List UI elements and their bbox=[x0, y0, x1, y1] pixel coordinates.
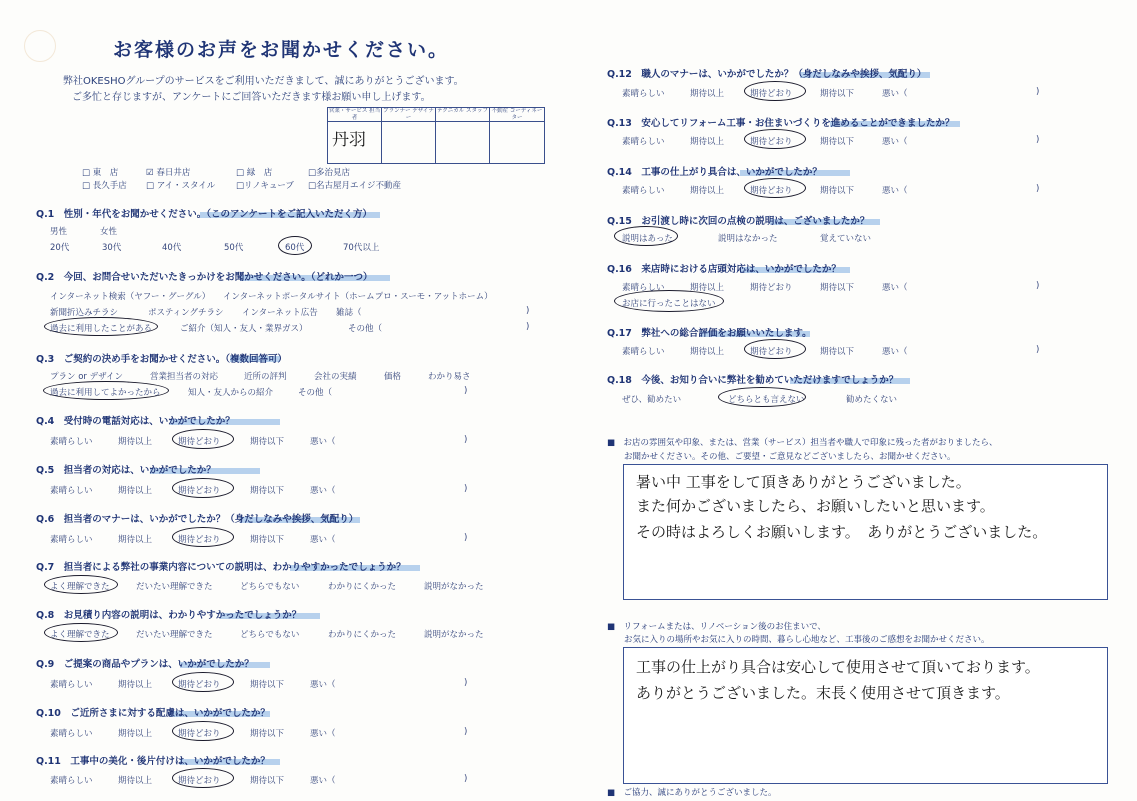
store-nagoya-realestate[interactable]: □名古屋月エイジ不動産 bbox=[308, 181, 402, 191]
q9-below[interactable]: 期待以下 bbox=[250, 680, 285, 690]
comment1-line-2: また何かございましたら、お願いしたいと思います。 bbox=[636, 497, 995, 515]
q15-question: Q.15 お引渡し時に次回の点検の説明は、ございましたか？ bbox=[607, 216, 870, 227]
q3-reputation[interactable]: 近所の評判 bbox=[244, 372, 287, 382]
q8-unclear[interactable]: わかりにくかった bbox=[328, 630, 397, 640]
q16-expected[interactable]: 期待どおり bbox=[750, 283, 793, 293]
q17-bad-close: ) bbox=[1036, 345, 1040, 355]
q5-below[interactable]: 期待以下 bbox=[250, 486, 285, 496]
q9-bad[interactable]: 悪い（ bbox=[310, 680, 336, 690]
store-tajimi[interactable]: □多治見店 bbox=[308, 168, 351, 178]
comment1-line-1: 暑い中 工事をして頂きありがとうございました。 bbox=[636, 473, 971, 491]
q9-expected[interactable]: 期待どおり bbox=[178, 680, 221, 690]
q17-above[interactable]: 期待以上 bbox=[690, 347, 725, 357]
q1-female[interactable]: 女性 bbox=[100, 227, 118, 237]
comment1-textbox[interactable] bbox=[623, 464, 1108, 600]
q13-expected[interactable]: 期待どおり bbox=[750, 137, 793, 147]
q2-newspaper[interactable]: 新聞折込みチラシ bbox=[50, 308, 119, 318]
q4-bad-close: ) bbox=[464, 435, 468, 445]
q7-none[interactable]: 説明がなかった bbox=[424, 582, 484, 592]
q17-answer-circle bbox=[744, 339, 806, 359]
q14-question: Q.14 工事の仕上がり具合は、いかがでしたか？ bbox=[607, 167, 822, 178]
q2-question: Q.2 今回、お問合せいただいたきっかけをお聞かせください。（どれか一つ） bbox=[36, 272, 373, 283]
q18-not-recommend[interactable]: 勧めたくない bbox=[846, 395, 898, 405]
q6-bad-close: ) bbox=[464, 533, 468, 543]
q17-below[interactable]: 期待以下 bbox=[820, 347, 855, 357]
q10-bad-close: ) bbox=[464, 727, 468, 737]
q5-expected[interactable]: 期待どおり bbox=[178, 486, 221, 496]
q10-excellent[interactable]: 素晴らしい bbox=[50, 729, 93, 739]
q3-friend-referral[interactable]: 知人・友人からの紹介 bbox=[188, 388, 274, 398]
q2-answer-circle bbox=[44, 317, 158, 336]
q11-bad-close: ) bbox=[464, 774, 468, 784]
q11-below[interactable]: 期待以下 bbox=[250, 776, 285, 786]
q14-above[interactable]: 期待以上 bbox=[690, 186, 725, 196]
q18-neutral[interactable]: どちらとも言えない bbox=[728, 395, 805, 405]
q12-bad[interactable]: 悪い（ bbox=[882, 89, 908, 99]
q2-posting[interactable]: ポスティングチラシ bbox=[148, 308, 224, 318]
q1-answer-circle bbox=[278, 236, 312, 255]
q10-answer-circle bbox=[172, 721, 234, 741]
q18-recommend[interactable]: ぜひ、勧めたい bbox=[622, 395, 682, 405]
q5-above[interactable]: 期待以上 bbox=[118, 486, 153, 496]
q5-question: Q.5 担当者の対応は、いかがでしたか？ bbox=[36, 465, 216, 476]
q2-magazine-close: ) bbox=[526, 306, 530, 316]
q10-question: Q.10 ご近所さまに対する配慮は、いかがでしたか？ bbox=[36, 708, 270, 719]
q16-answer-circle bbox=[614, 290, 724, 312]
q4-above[interactable]: 期待以上 bbox=[118, 437, 153, 447]
q3-answer-circle bbox=[43, 381, 169, 400]
q8-question: Q.8 お見積り内容の説明は、わかりやすかったでしょうか？ bbox=[36, 610, 302, 621]
q4-bad[interactable]: 悪い（ bbox=[310, 437, 336, 447]
q2-referral[interactable]: ご紹介（知人・友人・業界ガス） bbox=[180, 324, 308, 334]
comment1-prompt-1: ■ お店の雰囲気や印象、または、営業（サービス）担当者や職人で印象に残った者がおりましたら、 bbox=[607, 438, 998, 448]
comment2-textbox[interactable] bbox=[623, 647, 1108, 784]
q10-above[interactable]: 期待以上 bbox=[118, 729, 153, 739]
store-kasugai[interactable]: ☑ 春日井店 bbox=[146, 168, 191, 178]
q5-answer-circle bbox=[172, 478, 234, 498]
q9-answer-circle bbox=[172, 672, 234, 692]
q6-bad[interactable]: 悪い（ bbox=[310, 535, 336, 545]
q17-question: Q.17 弊社への総合評価をお願いいたします。 bbox=[607, 328, 812, 339]
q4-below[interactable]: 期待以下 bbox=[250, 437, 285, 447]
q6-below[interactable]: 期待以下 bbox=[250, 535, 285, 545]
comment2-line-1: 工事の仕上がり具合は安心して使用させて頂いております。 bbox=[636, 658, 1040, 676]
q8-none[interactable]: 説明がなかった bbox=[424, 630, 484, 640]
q8-neutral[interactable]: どちらでもない bbox=[240, 630, 300, 640]
q4-answer-circle bbox=[172, 429, 234, 449]
q4-expected[interactable]: 期待どおり bbox=[178, 437, 221, 447]
staff-name-planner[interactable] bbox=[382, 122, 436, 163]
q9-bad-close: ) bbox=[464, 678, 468, 688]
q14-excellent[interactable]: 素晴らしい bbox=[622, 186, 665, 196]
q11-bad[interactable]: 悪い（ bbox=[310, 776, 336, 786]
q6-above[interactable]: 期待以上 bbox=[118, 535, 153, 545]
q12-bad-close: ) bbox=[1036, 87, 1040, 97]
comment1-line-3: その時はよろしくお願いします。 ありがとうございました。 bbox=[636, 523, 1048, 541]
q1-50s[interactable]: 50代 bbox=[224, 243, 244, 253]
q2-other-close: ) bbox=[526, 322, 530, 332]
q13-question: Q.13 安心してリフォーム工事・お住まいづくりを進めることができましたか？ bbox=[607, 118, 955, 129]
q3-price[interactable]: 価格 bbox=[384, 372, 402, 382]
q15-answer-circle bbox=[614, 226, 678, 246]
q18-question: Q.18 今後、お知り合いに弊社を勧めていただけますでしょうか？ bbox=[607, 375, 899, 386]
q7-answer-circle bbox=[44, 575, 118, 594]
staff-header-realestate: 不動産 コーディネーター bbox=[491, 108, 543, 121]
q16-excellent[interactable]: 素晴らしい bbox=[622, 283, 665, 293]
q7-understood[interactable]: よく理解できた bbox=[50, 582, 110, 592]
store-renocube[interactable]: □リノキューブ bbox=[236, 181, 294, 191]
q17-bad[interactable]: 悪い（ bbox=[882, 347, 908, 357]
q11-above[interactable]: 期待以上 bbox=[118, 776, 153, 786]
q6-expected[interactable]: 期待どおり bbox=[178, 535, 221, 545]
store-i-style[interactable]: □ アイ・スタイル bbox=[146, 181, 216, 191]
q16-question: Q.16 来店時における店頭対応は、いかがでしたか？ bbox=[607, 264, 841, 275]
thank-you-footer: ■ ご協力、誠にありがとうございました。 bbox=[607, 788, 777, 798]
q9-excellent[interactable]: 素晴らしい bbox=[50, 680, 93, 690]
q10-below[interactable]: 期待以下 bbox=[250, 729, 285, 739]
q6-answer-circle bbox=[172, 527, 234, 547]
q3-question: Q.3 ご契約の決め手をお聞かせください。（複数回答可） bbox=[36, 354, 288, 365]
q11-answer-circle bbox=[172, 768, 234, 788]
q12-excellent[interactable]: 素晴らしい bbox=[622, 89, 665, 99]
faint-logo-mark bbox=[24, 30, 56, 62]
q3-sales-response[interactable]: 営業担当者の対応 bbox=[150, 372, 219, 382]
staff-table bbox=[327, 107, 545, 164]
q7-question: Q.7 担当者による弊社の事業内容についての説明は、わかりやすかったでしょうか？ bbox=[36, 562, 406, 573]
store-east[interactable]: □ 東 店 bbox=[82, 168, 119, 178]
q3-plan-design[interactable]: プラン or デザイン bbox=[50, 372, 124, 382]
survey-title: お客様のお声をお聞かせください。 bbox=[113, 39, 450, 61]
q12-above[interactable]: 期待以上 bbox=[690, 89, 725, 99]
comment1-prompt-2: お聞かせください。その他、ご要望・ご意見などございましたら、お聞かせください。 bbox=[624, 452, 956, 462]
q7-mostly[interactable]: だいたい理解できた bbox=[136, 582, 213, 592]
q16-above[interactable]: 期待以上 bbox=[690, 283, 725, 293]
q13-above[interactable]: 期待以上 bbox=[690, 137, 725, 147]
q13-bad[interactable]: 悪い（ bbox=[882, 137, 908, 147]
comment2-prompt-2: お気に入りの場所やお気に入りの時間、暮らし心地など、工事後のご感想をお聞かせください。 bbox=[624, 635, 990, 645]
q1-70s[interactable]: 70代以上 bbox=[343, 243, 380, 253]
intro-line-1: 弊社OKESHOグループのサービスをご利用いただきまして、誠にありがとうございます。 bbox=[63, 76, 464, 87]
q3-other-close: ) bbox=[464, 386, 468, 396]
q12-below[interactable]: 期待以下 bbox=[820, 89, 855, 99]
store-midori[interactable]: □ 緑 店 bbox=[236, 168, 273, 178]
q14-below[interactable]: 期待以下 bbox=[820, 186, 855, 196]
q7-neutral[interactable]: どちらでもない bbox=[240, 582, 300, 592]
q11-question: Q.11 工事中の美化・後片付けは、いかがでしたか？ bbox=[36, 756, 270, 767]
q11-excellent[interactable]: 素晴らしい bbox=[50, 776, 93, 786]
staff-name-sales[interactable]: 丹羽 bbox=[328, 122, 382, 163]
q2-magazine[interactable]: 雑誌（ bbox=[336, 308, 362, 318]
intro-line-2: ご多忙と存じますが、アンケートにご回答いただきます様お願い申し上げます。 bbox=[72, 92, 431, 103]
staff-name-technical[interactable] bbox=[436, 122, 490, 163]
q2-past-use[interactable]: 過去に利用したことがある bbox=[50, 324, 153, 334]
q9-above[interactable]: 期待以上 bbox=[118, 680, 153, 690]
q14-bad-close: ) bbox=[1036, 184, 1040, 194]
q8-answer-circle bbox=[44, 623, 118, 642]
q15-not-explained[interactable]: 説明はなかった bbox=[718, 234, 778, 244]
q3-past-good[interactable]: 過去に利用してよかったから bbox=[50, 388, 161, 398]
q1-30s[interactable]: 30代 bbox=[102, 243, 122, 253]
q8-understood[interactable]: よく理解できた bbox=[50, 630, 110, 640]
q1-question: Q.1 性別・年代をお聞かせください。（このアンケートをご記入いただく方） bbox=[36, 209, 372, 220]
q1-60s[interactable]: 60代 bbox=[285, 243, 305, 253]
q2-internet-options[interactable]: インターネット検索（ヤフー・グーグル） インターネットポータルサイト（ホームプロ・スーモ・アットホーム） bbox=[50, 292, 493, 302]
q16-bad-close: ) bbox=[1036, 281, 1040, 291]
staff-name-realestate[interactable] bbox=[490, 122, 544, 163]
staff-header-planner: プランナー デザイナー bbox=[382, 108, 436, 122]
q13-answer-circle bbox=[744, 129, 806, 149]
q15-dont-remember[interactable]: 覚えていない bbox=[820, 234, 872, 244]
comment2-line-2: ありがとうございました。末長く使用させて頂きます。 bbox=[636, 684, 1010, 702]
q6-excellent[interactable]: 素晴らしい bbox=[50, 535, 93, 545]
q5-bad-close: ) bbox=[464, 484, 468, 494]
q1-20s[interactable]: 20代 bbox=[50, 243, 70, 253]
q10-bad[interactable]: 悪い（ bbox=[310, 729, 336, 739]
store-nagakute[interactable]: □ 長久手店 bbox=[82, 181, 127, 191]
q13-bad-close: ) bbox=[1036, 135, 1040, 145]
q2-web-ad[interactable]: インターネット広告 bbox=[242, 308, 318, 318]
comment2-prompt-1: ■ リフォームまたは、リノベーション後のお住まいで、 bbox=[607, 622, 826, 632]
q12-expected[interactable]: 期待どおり bbox=[750, 89, 793, 99]
q10-expected[interactable]: 期待どおり bbox=[178, 729, 221, 739]
q16-below[interactable]: 期待以下 bbox=[820, 283, 855, 293]
q12-answer-circle bbox=[744, 81, 806, 101]
q3-clarity[interactable]: わかり易さ bbox=[428, 372, 471, 382]
q11-expected[interactable]: 期待どおり bbox=[178, 776, 221, 786]
q1-male[interactable]: 男性 bbox=[50, 227, 68, 237]
staff-header-technical: テクニカル スタッフ bbox=[436, 108, 490, 122]
q14-answer-circle bbox=[744, 178, 806, 198]
q14-expected[interactable]: 期待どおり bbox=[750, 186, 793, 196]
q2-other[interactable]: その他（ bbox=[348, 324, 383, 334]
q6-question: Q.6 担当者のマナーは、いかがでしたか？（身だしなみや挨拶、気配り） bbox=[36, 514, 359, 525]
q5-bad[interactable]: 悪い（ bbox=[310, 486, 336, 496]
q7-unclear[interactable]: わかりにくかった bbox=[328, 582, 397, 592]
q8-mostly[interactable]: だいたい理解できた bbox=[136, 630, 213, 640]
q16-never-visited[interactable]: お店に行ったことはない bbox=[622, 299, 716, 309]
q17-expected[interactable]: 期待どおり bbox=[750, 347, 793, 357]
q9-question: Q.9 ご提案の商品やプランは、いかがでしたか？ bbox=[36, 659, 254, 670]
q4-excellent[interactable]: 素晴らしい bbox=[50, 437, 93, 447]
staff-header-sales: 営業・サービス 担当者 bbox=[328, 108, 381, 121]
q3-track-record[interactable]: 会社の実績 bbox=[314, 372, 357, 382]
q14-bad[interactable]: 悪い（ bbox=[882, 186, 908, 196]
q17-excellent[interactable]: 素晴らしい bbox=[622, 347, 665, 357]
q12-question: Q.12 職人のマナーは、いかがでしたか？（身だしなみや挨拶、気配り） bbox=[607, 69, 927, 80]
q18-answer-circle bbox=[718, 387, 806, 407]
q4-question: Q.4 受付時の電話対応は、いかがでしたか？ bbox=[36, 416, 235, 427]
q15-explained[interactable]: 説明はあった bbox=[622, 234, 673, 244]
q5-excellent[interactable]: 素晴らしい bbox=[50, 486, 93, 496]
q3-other[interactable]: その他（ bbox=[298, 388, 333, 398]
q16-bad[interactable]: 悪い（ bbox=[882, 283, 908, 293]
q13-below[interactable]: 期待以下 bbox=[820, 137, 855, 147]
q13-excellent[interactable]: 素晴らしい bbox=[622, 137, 665, 147]
q1-40s[interactable]: 40代 bbox=[162, 243, 182, 253]
